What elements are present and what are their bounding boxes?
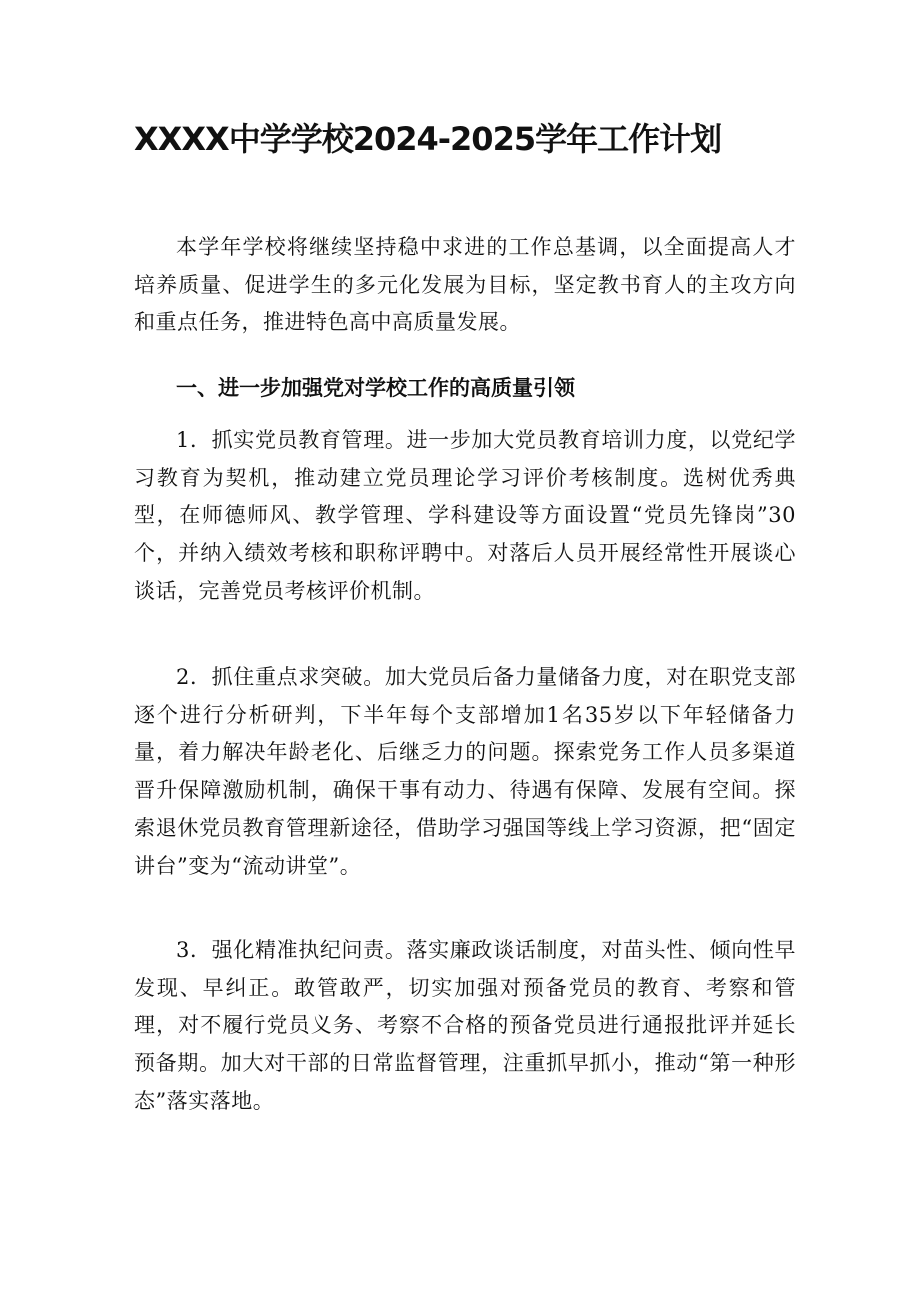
section-item-paragraph: 2．抓住重点求突破。加大党员后备力量储备力度，对在职党支部逐个进行分析研判，下半年每个支部增加1名35岁以下年轻储备力量，着力解决年龄老化、后继乏力的问题。探索党务工作人员多渠道晋升保障激励机制，确保干事有动力、待遇有保障、发展有空间。探索退休党员教育管理新途径，借助学习强国等线上学习资源，把“固定讲台”变为“流动讲堂”。 xyxy=(134,665,796,878)
section-heading: 一、进一步加强党对学校工作的高质量引领 xyxy=(176,376,575,400)
section-item-paragraph: 3．强化精准执纪问责。落实廉政谈话制度，对苗头性、倾向性早发现、早纠正。敢管敢严，切实加强对预备党员的教育、考察和管理，对不履行党员义务、考察不合格的预备党员进行通报批评并延长预备期。加大对干部的日常监督管理，注重抓早抓小，推动“第一种形态”落实落地。 xyxy=(134,938,796,1113)
section-item-paragraph: 1．抓实党员教育管理。进一步加大党员教育培训力度，以党纪学习教育为契机，推动建立党员理论学习评价考核制度。选树优秀典型，在师德师风、教学管理、学科建设等方面设置“党员先锋岗”30个，并纳入绩效考核和职称评聘中。对落后人员开展经常性开展谈心谈话，完善党员考核评价机制。 xyxy=(134,428,796,603)
intro-paragraph: 本学年学校将继续坚持稳中求进的工作总基调，以全面提高人才培养质量、促进学生的多元化发展为目标，坚定教书育人的主攻方向和重点任务，推进特色高中高质量发展。 xyxy=(134,235,796,335)
document-title: XXXX中学学校2024-2025学年工作计划 xyxy=(134,120,722,158)
